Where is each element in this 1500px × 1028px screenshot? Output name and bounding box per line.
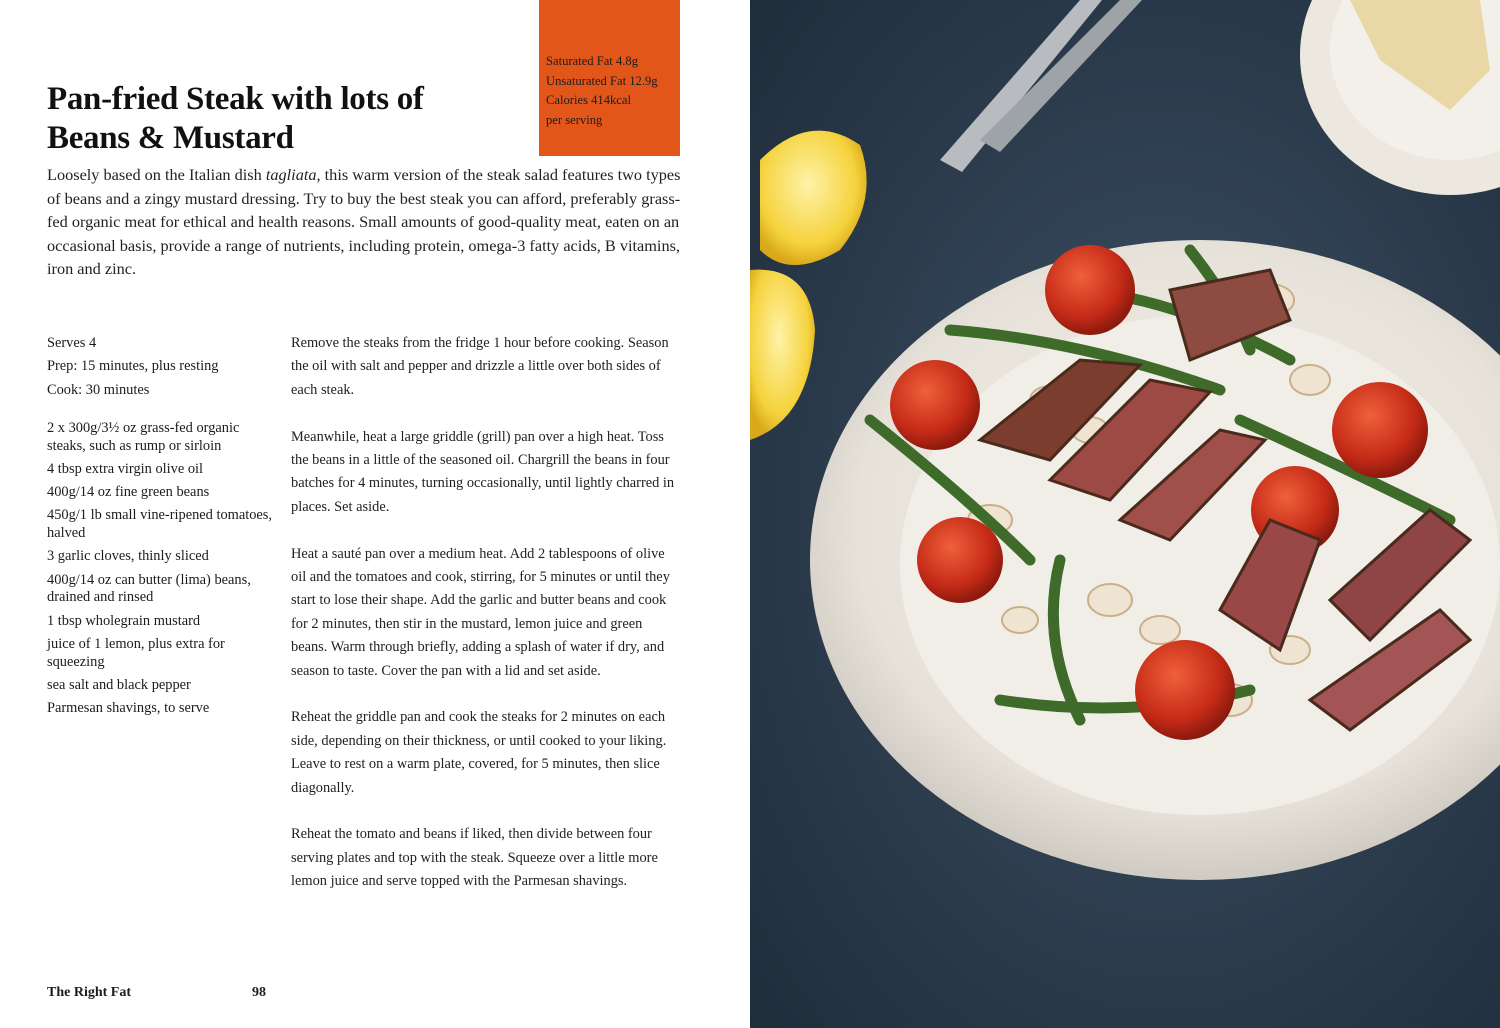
method-step: Remove the steaks from the fridge 1 hour before cooking. Season the oil with salt and pepper and drizzle a little over both sides of each steak. [291, 335, 669, 398]
ingredients-list [47, 420, 272, 723]
recipe-title-line-2: Beans & Mustard [47, 120, 294, 156]
per-serving: per serving [546, 112, 603, 127]
recipe-title-line-1: Pan-fried Steak with lots of [47, 81, 424, 117]
recipe-intro [47, 163, 687, 281]
intro-italic-dish-name: tagliata [265, 165, 317, 184]
recipe-meta [47, 332, 277, 402]
intro-text-end: , this warm version of the steak salad features two types of beans and a zingy mustard dressing. Try to buy the best steak you can afford, preferably grass-fed organic meat for ethical and health reasons. Small amounts of good-quality meat, eaten on an occasional basis, provide a range of nutrients, including protein, omega-3 fatty acids, B vitamins, iron and zinc. [47, 165, 681, 279]
ingredient-item: 2 x 300g/3½ oz grass-fed organic steaks, such as rump or sirloin [47, 420, 240, 454]
prep-time: Prep: 15 minutes, plus resting [47, 358, 219, 375]
ingredient-item: 400g/14 oz can butter (lima) beans, drained and rinsed [47, 571, 251, 606]
serves: Serves 4 [47, 335, 97, 351]
nutrition-box [539, 0, 680, 156]
method-step: Reheat the griddle pan and cook the steaks for 2 minutes on each side, depending on their thickness, or until cooked to your liking. Leave to rest on a warm plate, covered, for 5 minutes, then slice diagonally. [291, 709, 667, 796]
ingredient-item: 3 garlic cloves, thinly sliced [47, 548, 209, 565]
unsaturated-fat: Unsaturated Fat 12.9g [546, 73, 658, 88]
method-step: Meanwhile, heat a large griddle (grill) pan over a high heat. Toss the beans in a little of the seasoned oil. Chargrill the beans in four batches for 4 minutes, turning occasionally, until lightly charred in places. Set aside. [291, 428, 675, 515]
method-step: Heat a sauté pan over a medium heat. Add 2 tablespoons of olive oil and the tomatoes and cook, stirring, for 5 minutes or until they start to lose their shape. Add the garlic and butter beans and cook for 2 minutes, then stir in the mustard, lemon juice and green beans. Warm through briefly, adding a splash of water if dry, and season to taste. Cover the pan with a lid and set aside. [291, 545, 670, 679]
footer-book-title: The Right Fat [47, 985, 131, 1000]
page-number: 98 [252, 985, 266, 1000]
method-steps [291, 332, 681, 917]
ingredient-item: Parmesan shavings, to serve [47, 699, 210, 716]
saturated-fat: Saturated Fat 4.8g [546, 54, 638, 68]
cook-time: Cook: 30 minutes [47, 381, 150, 398]
calories: Calories 414kcal [546, 93, 631, 108]
method-step: Reheat the tomato and beans if liked, then divide between four serving plates and top with the steak. Squeeze over a little more lemon juice and serve topped with the Parmesan shavings. [291, 826, 658, 890]
ingredient-item: 1 tbsp wholegrain mustard [47, 612, 201, 629]
right-page [750, 0, 1500, 1028]
intro-text-start: Loosely based on the Italian dish [47, 165, 266, 184]
ingredient-item: 450g/1 lb small vine-ripened tomatoes, halved [47, 507, 273, 542]
ingredient-item: 400g/14 oz fine green beans [47, 484, 210, 501]
food-photo [750, 0, 1500, 1028]
ingredient-item: sea salt and black pepper [47, 676, 191, 693]
ingredient-item: juice of 1 lemon, plus extra for squeezing [47, 635, 225, 670]
ingredient-item: 4 tbsp extra virgin olive oil [47, 460, 204, 477]
recipe-title [47, 80, 527, 158]
